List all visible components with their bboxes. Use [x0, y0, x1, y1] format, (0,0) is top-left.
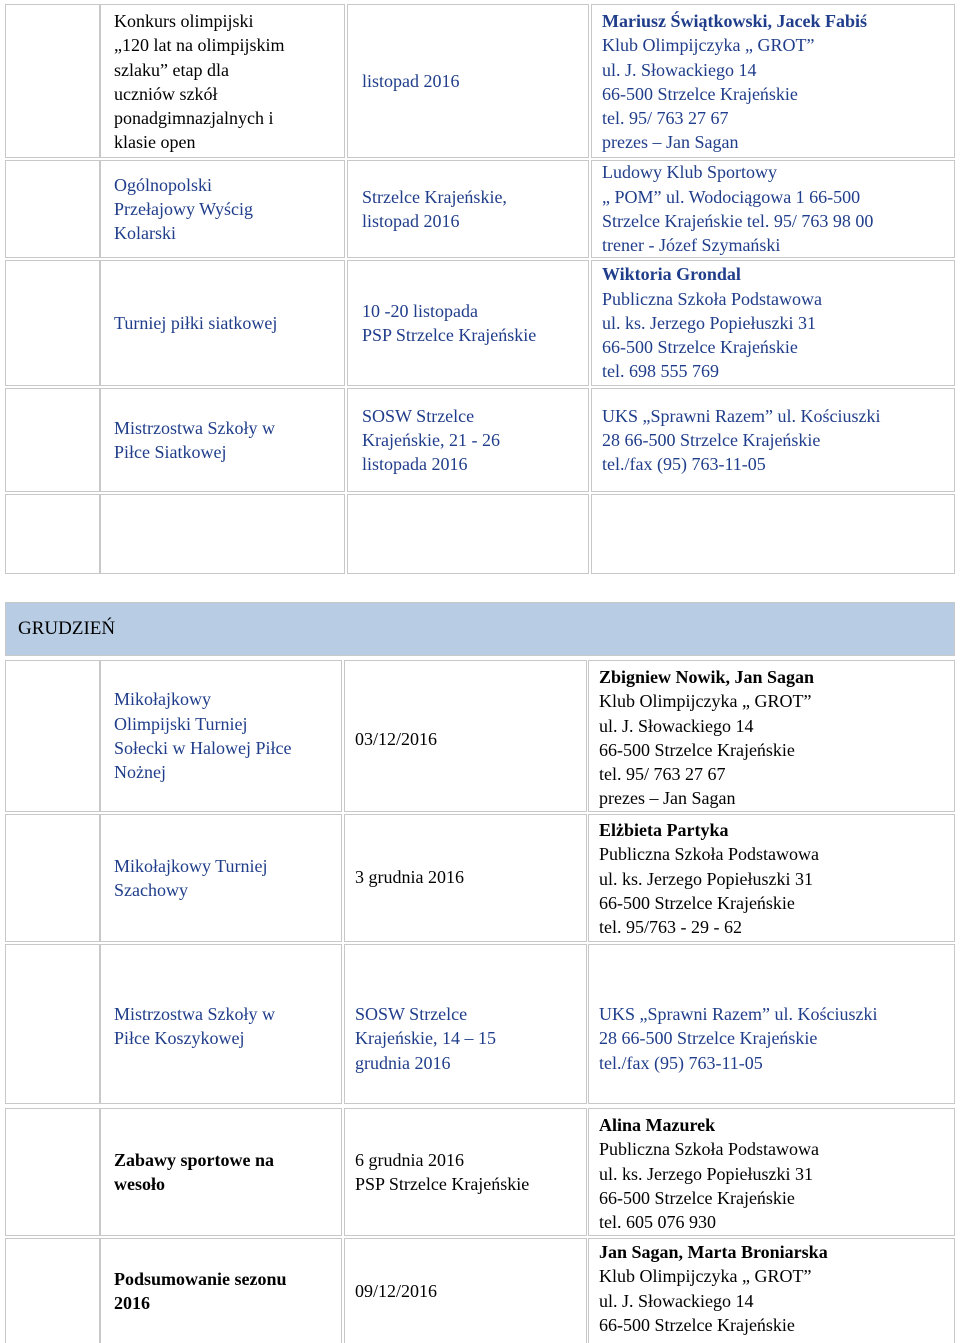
when-line: SOSW Strzelce: [355, 1004, 468, 1024]
event-line: Przełajowy Wyścig: [114, 198, 254, 219]
contact-line: Publiczna Szkoła Podstawowa: [599, 844, 819, 865]
contact-line: tel. 698 555 769: [602, 361, 719, 382]
contact-line: tel. 605 076 930: [599, 1212, 716, 1233]
contact-line: 66-500 Strzelce Krajeńskie: [599, 1314, 795, 1335]
when-line: 3 grudnia 2016: [355, 867, 464, 887]
november-row-1-contact-cell: [591, 160, 955, 258]
event-line: wesoło: [114, 1174, 165, 1194]
december-row-2-contact-cell: [588, 944, 955, 1104]
november-row-2-contact-cell: [591, 260, 955, 386]
november-row-3-when-cell: [347, 388, 589, 492]
event-line: Turniej piłki siatkowej: [114, 312, 278, 333]
contact-line: tel./fax (95) 763-11-05: [602, 454, 766, 475]
event-line: Piłce Koszykowej: [114, 1028, 245, 1049]
event-line: klasie open: [114, 132, 196, 153]
event-line: Mikołajkowy Turniej: [114, 855, 268, 876]
contact-name: Jan Sagan, Marta Broniarska: [599, 1242, 828, 1262]
month-header-label: GRUDZIEŃ: [18, 618, 116, 639]
contact-name: Mariusz Świątkowski, Jacek Fabiś: [602, 11, 868, 31]
event-line: Mikołajkowy: [114, 689, 211, 710]
december-row-0-when-cell: [344, 660, 587, 812]
contact-line: 66-500 Strzelce Krajeńskie: [599, 892, 795, 913]
december-row-4-contact-cell: [588, 1238, 955, 1343]
december-row-4-event-cell: [100, 1238, 342, 1343]
december-row-3-when-cell: [344, 1108, 587, 1236]
december-row-4-number-cell: [5, 1238, 100, 1343]
contact-line: tel. 95/763 - 29 - 62: [599, 917, 742, 938]
event-line: Kolarski: [114, 223, 176, 244]
event-line: Szachowy: [114, 880, 188, 900]
november-row-0-when-cell: [347, 4, 589, 158]
event-line: Podsumowanie sezonu: [114, 1268, 287, 1289]
november-row-0-contact-cell: [591, 4, 955, 158]
december-row-1-contact-cell: [588, 814, 955, 942]
contact-line: Klub Olimpijczyka „ GROT”: [599, 691, 812, 712]
december-row-0-contact-cell: [588, 660, 955, 812]
november-row-3-number-cell: [5, 388, 100, 492]
december-row-2-when-cell: [344, 944, 587, 1104]
contact-name: Alina Mazurek: [599, 1115, 716, 1135]
november-row-2-number-cell: [5, 260, 100, 386]
december-row-4-when-cell: [344, 1238, 587, 1343]
contact-line: trener - Józef Szymański: [602, 235, 781, 256]
when-line: PSP Strzelce Krajeńskie: [362, 325, 537, 345]
contact-line: ul. ks. Jerzego Popiełuszki 31: [602, 312, 816, 333]
contact-line: ul. ks. Jerzego Popiełuszki 31: [599, 1163, 813, 1184]
november-row-2-event-cell: [100, 260, 345, 386]
december-row-2-number-cell: [5, 944, 100, 1104]
event-line: Piłce Siatkowej: [114, 442, 227, 462]
month-header-december: [5, 602, 955, 656]
contact-line: ul. J. Słowackiego 14: [599, 1290, 754, 1311]
contact-line: 66-500 Strzelce Krajeńskie: [599, 1187, 795, 1208]
contact-line: ul. J. Słowackiego 14: [599, 715, 754, 736]
when-line: Krajeńskie, 14 – 15: [355, 1028, 496, 1049]
december-row-3-event-cell: [100, 1108, 342, 1236]
when-line: listopad 2016: [362, 211, 460, 231]
event-line: Ogólnopolski: [114, 174, 213, 195]
when-line: 6 grudnia 2016: [355, 1149, 464, 1170]
contact-line: 66-500 Strzelce Krajeńskie: [602, 83, 798, 104]
event-line: Mistrzostwa Szkoły w: [114, 1004, 275, 1024]
contact-name: Wiktoria Grondal: [602, 264, 741, 285]
november-row-3-event-cell: [100, 388, 345, 492]
event-line: Mistrzostwa Szkoły w: [114, 417, 275, 438]
event-line: Zabawy sportowe na: [114, 1149, 275, 1170]
contact-line: UKS „Sprawni Razem” ul. Kościuszki: [602, 405, 881, 426]
contact-name: Zbigniew Nowik, Jan Sagan: [599, 667, 815, 687]
contact-line: Publiczna Szkoła Podstawowa: [602, 288, 822, 309]
when-line: PSP Strzelce Krajeńskie: [355, 1174, 530, 1194]
when-line: SOSW Strzelce: [362, 405, 475, 426]
contact-line: 66-500 Strzelce Krajeńskie: [602, 337, 798, 358]
event-line: ponadgimnazjalnych i: [114, 108, 274, 129]
december-row-1-event-cell: [100, 814, 342, 942]
event-line: Nożnej: [114, 762, 166, 783]
contact-line: Strzelce Krajeńskie tel. 95/ 763 98 00: [602, 211, 874, 231]
contact-line: 28 66-500 Strzelce Krajeńskie: [602, 429, 821, 450]
november-empty-cell: [591, 494, 955, 574]
when-line: 09/12/2016: [355, 1280, 438, 1301]
november-row-2-when-cell: [347, 260, 589, 386]
november-row-1-number-cell: [5, 160, 100, 258]
when-line: Krajeńskie, 21 - 26: [362, 429, 500, 450]
contact-line: tel. 95/ 763 27 67: [599, 764, 726, 785]
november-row-0-number-cell: [5, 4, 100, 158]
contact-line: tel. 95/ 763 27 67: [602, 108, 729, 129]
event-line: Konkurs olimpijski: [114, 11, 254, 31]
event-line: 2016: [114, 1293, 150, 1313]
december-row-1-when-cell: [344, 814, 587, 942]
november-row-1-when-cell: [347, 160, 589, 258]
december-row-1-number-cell: [5, 814, 100, 942]
november-empty-cell: [347, 494, 589, 574]
contact-line: Klub Olimpijczyka „ GROT”: [599, 1266, 812, 1287]
when-line: listopada 2016: [362, 454, 468, 475]
december-row-3-number-cell: [5, 1108, 100, 1236]
contact-line: 66-500 Strzelce Krajeńskie: [599, 739, 795, 760]
when-line: Strzelce Krajeńskie,: [362, 186, 507, 207]
contact-line: ul. ks. Jerzego Popiełuszki 31: [599, 868, 813, 889]
contact-line: „ POM” ul. Wodociągowa 1 66-500: [602, 186, 861, 207]
november-row-0-event-cell: [100, 4, 345, 158]
event-line: szlaku” etap dla: [114, 59, 229, 80]
contact-line: prezes – Jan Sagan: [602, 132, 739, 153]
november-empty-cell: [5, 494, 100, 574]
november-row-3-contact-cell: [591, 388, 955, 492]
december-row-2-event-cell: [100, 944, 342, 1104]
event-line: „120 lat na olimpijskim: [114, 35, 285, 56]
contact-line: tel./fax (95) 763-11-05: [599, 1052, 763, 1073]
november-empty-cell: [100, 494, 345, 574]
when-line: grudnia 2016: [355, 1052, 451, 1073]
contact-line: 28 66-500 Strzelce Krajeńskie: [599, 1028, 818, 1049]
event-line: Olimpijski Turniej: [114, 713, 248, 734]
december-row-3-contact-cell: [588, 1108, 955, 1236]
contact-line: Ludowy Klub Sportowy: [602, 162, 777, 183]
contact-name: Elżbieta Partyka: [599, 820, 729, 840]
december-row-0-number-cell: [5, 660, 100, 812]
december-row-0-event-cell: [100, 660, 342, 812]
when-line: 10 -20 listopada: [362, 300, 478, 321]
contact-line: ul. J. Słowackiego 14: [602, 59, 757, 80]
november-row-1-event-cell: [100, 160, 345, 258]
contact-line: prezes – Jan Sagan: [599, 788, 736, 809]
contact-line: Klub Olimpijczyka „ GROT”: [602, 35, 815, 56]
contact-line: UKS „Sprawni Razem” ul. Kościuszki: [599, 1004, 878, 1024]
when-line: 03/12/2016: [355, 729, 438, 749]
when-line: listopad 2016: [362, 70, 460, 91]
contact-line: Publiczna Szkoła Podstawowa: [599, 1139, 819, 1160]
event-line: Sołecki w Halowej Piłce: [114, 738, 292, 758]
event-line: uczniów szkół: [114, 83, 218, 104]
